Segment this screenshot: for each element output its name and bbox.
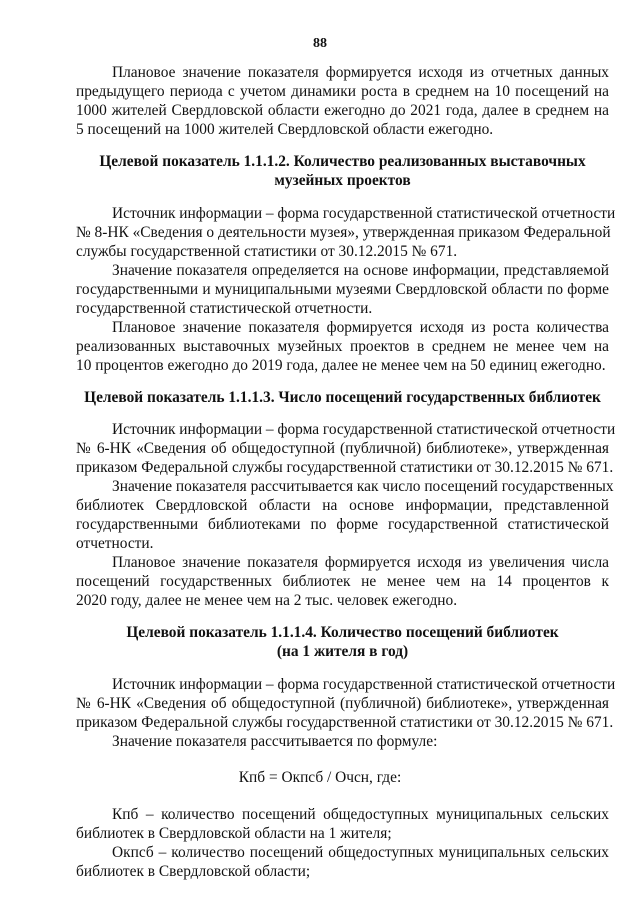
paragraph-line: приказом Федеральной службы государственной статистики от 30.12.2015 № 671. [76,714,614,731]
formula: Кпб = Окпсб / Очсн, где: [238,769,402,786]
paragraph-line: посещений государственных библиотек не менее чем на 14 процентов к [76,573,609,590]
paragraph-line: государственными библиотеками по форме государственной статистической [76,516,609,533]
paragraph-line: службы государственной статистики от 30.12.2015 № 671. [76,243,458,260]
paragraph-line: отчетности. [76,535,154,552]
paragraph-line: Значение показателя определяется на основе информации, представляемой [112,262,609,279]
paragraph-line: Значение показателя рассчитывается как число посещений государственных [112,478,614,495]
paragraph-line: № 6-НК «Сведения об общедоступной (публичной) библиотеке», утвержденная [76,695,609,712]
paragraph-line: библиотек в Свердловской области на 1 жителя; [76,825,392,842]
paragraph-line: № 6-НК «Сведения об общедоступной (публичной) библиотеке», утвержденная [76,440,609,457]
section-heading: (на 1 жителя в год) [276,643,409,660]
section-heading: Целевой показатель 1.1.1.2. Количество реализованных выставочных [99,153,586,170]
paragraph-line: государственными и муниципальными музеями Свердловской области по форме [76,281,609,298]
section-heading: музейных проектов [274,172,411,189]
paragraph-line: Источник информации – форма государственной статистической отчетности [112,421,616,438]
paragraph-line: 2020 году, далее не менее чем на 2 тыс. человек ежегодно. [76,592,458,609]
paragraph-line: Значение показателя рассчитывается по формуле: [112,733,438,750]
page-number: 88 [313,36,327,51]
paragraph-line: Плановое значение показателя формируется исходя из роста количества [112,319,609,336]
paragraph-line: Плановое значение показателя формируется исходя из увеличения числа [112,554,609,571]
paragraph-line: предыдущего периода с учетом динамики роста в среднем на 10 посещений на [76,83,609,100]
section-heading: Целевой показатель 1.1.1.3. Число посещений государственных библиотек [84,389,601,406]
paragraph-line: приказом Федеральной службы государственной статистики от 30.12.2015 № 671. [76,459,614,476]
paragraph-line: Плановое значение показателя формируется исходя из отчетных данных [112,64,609,81]
paragraph-line: Источник информации – форма государственной статистической отчетности [112,676,616,693]
paragraph-line: государственной статистической отчетности. [76,300,373,317]
paragraph-line: № 8-НК «Сведения о деятельности музея», утвержденная приказом Федеральной [76,224,611,241]
paragraph-line: реализованных выставочных музейных проектов в среднем не менее чем на [76,338,609,355]
paragraph-line: 1000 жителей Свердловской области ежегодно до 2021 года, далее в среднем на [76,102,609,119]
paragraph-line: библиотек в Свердловской области; [76,863,311,880]
paragraph-line: 5 посещений на 1000 жителей Свердловской области ежегодно. [76,121,494,138]
paragraph-line: библиотек Свердловской области на основе информации, представленной [76,497,609,514]
section-heading: Целевой показатель 1.1.1.4. Количество посещений библиотек [126,624,559,641]
paragraph-line: 10 процентов ежегодно до 2019 года, далее не менее чем на 50 единиц ежегодно. [76,357,606,374]
paragraph-line: Кпб – количество посещений общедоступных муниципальных сельских [112,806,609,823]
paragraph-line: Источник информации – форма государственной статистической отчетности [112,205,616,222]
paragraph-line: Окпсб – количество посещений общедоступных муниципальных сельских [112,844,609,861]
